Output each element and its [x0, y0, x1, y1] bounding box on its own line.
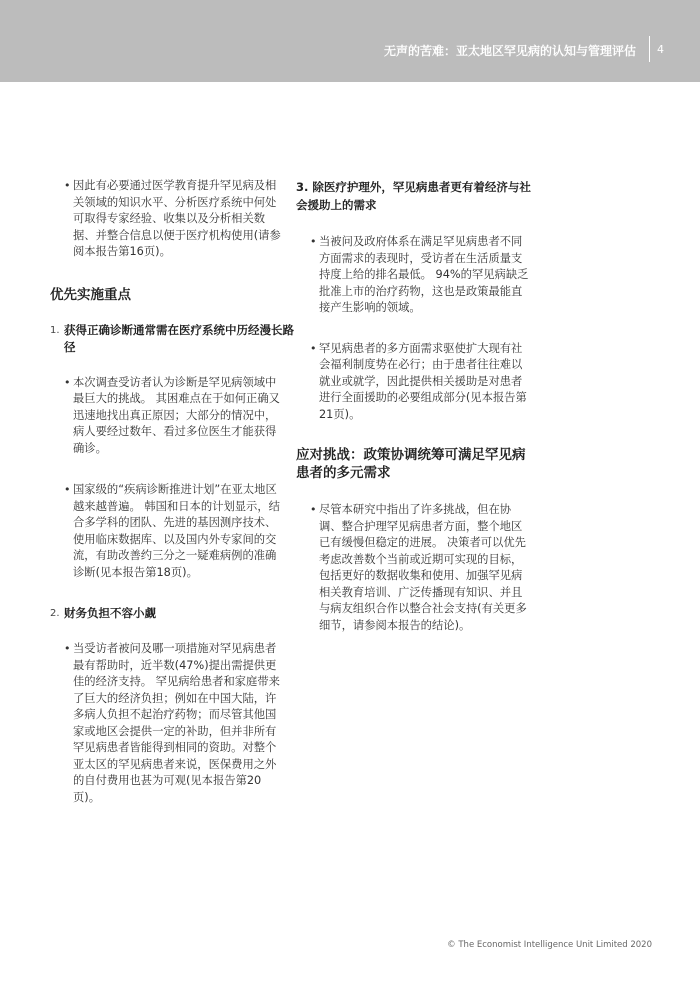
bullet-text: 国家级的“疾病诊断推进计划”在亚太地区越来越普遍。 韩国和日本的计划显示，结合多学科的团队、先进的基因测序技术、使用临床数据库、以及国内外专家间的交流，有助改善约三分之一疑难病例的准确诊断(见本报告第18页)。 [73, 483, 280, 579]
left-column [50, 178, 295, 806]
list-item [296, 502, 531, 634]
item-number: 2. [50, 608, 60, 619]
page-header [0, 0, 700, 82]
section-heading-priorities: 优先实施重点 [50, 286, 131, 303]
list-item [50, 641, 285, 806]
copyright-notice: © The Economist Intelligence Unit Limited 2020 [447, 940, 652, 950]
bullet-icon: • [310, 503, 317, 516]
item3-heading: 3. 除医疗护理外，罕见病患者更有着经济与社会援助上的需求 [296, 180, 531, 212]
list-item [50, 178, 285, 261]
bullet-icon: • [64, 179, 71, 192]
item1-heading [50, 322, 296, 356]
bullet-icon: • [64, 642, 71, 655]
item-heading-text: 获得正确诊断通常需在医疗系统中历经漫长路径 [64, 322, 294, 354]
bullet-icon: • [64, 483, 71, 496]
bullet-text: 罕见病患者的多方面需求驱使扩大现有社会福利制度势在必行；由于患者往往难以就业或就学，因此提供相关援助是对患者进行全面援助的必要组成部分(见本报告第21页)。 [319, 341, 527, 421]
item-heading-text: 财务负担不容小觑 [64, 606, 156, 620]
section-heading-challenge: 应对挑战：政策协调统筹可满足罕见病患者的多元需求 [296, 447, 526, 481]
header-divider [649, 36, 650, 62]
right-column [296, 178, 536, 634]
bullet-text: 当被问及政府体系在满足罕见病患者不同方面需求的表现时，受访者在生活质量支持度上给的排名最低。 94%的罕见病缺乏批准上市的治疗药物，这也是政策最能直接产生影响的领域。 [319, 235, 529, 314]
item-number: 1. [50, 324, 60, 336]
bullet-icon: • [64, 375, 71, 389]
bullet-icon: • [310, 341, 317, 355]
list-item [50, 482, 285, 581]
bullet-text: 本次调查受访者认为诊断是罕见病领域中最巨大的挑战。 其困难点在于如何正确又迅速地找出真正原因；大部分的情况中，病人要经过数年、看过多位医生才能获得确诊。 [73, 375, 280, 455]
bullet-text: 当受访者被问及哪一项措施对罕见病患者最有帮助时，近半数(47%)提出需提供更佳的经济支持。 罕见病给患者和家庭带来了巨大的经济负担；例如在中国大陆，许多病人负担不起治疗药物；而尽管其他国家或地区会提供一定的补助，但并非所有罕见病患者皆能得到相同的资助。对整个亚太区的罕见病患者来说，医保费用之外的自付费用也甚为可观(见本报告第20页)。 [73, 642, 280, 804]
item2-heading [50, 605, 296, 622]
list-item [296, 234, 531, 317]
list-item [296, 341, 531, 424]
bullet-text: 因此有必要通过医学教育提升罕见病及相关领域的知识水平、分析医疗系统中何处可取得专家经验、收集以及分析相关数据、并整合信息以便于医疗机构使用(请参阅本报告第16页)。 [73, 179, 281, 258]
bullet-text: 尽管本研究中指出了许多挑战，但在协调、整合护理罕见病患者方面，整个地区已有缓慢但稳定的进展。 决策者可以优先考虑改善数个当前或近期可实现的目标，包括更好的数据收集和使用、加强罕见病相关教育培训、广泛传播现有知识、并且与病友组织合作以整合社会支持(有关更多细节，请参阅本报告的结论)。 [319, 503, 527, 632]
report-title: 无声的苦难：亚太地区罕见病的认知与管理评估 [383, 44, 636, 58]
bullet-icon: • [310, 235, 317, 248]
page-number: 4 [657, 43, 664, 56]
list-item [50, 375, 285, 458]
